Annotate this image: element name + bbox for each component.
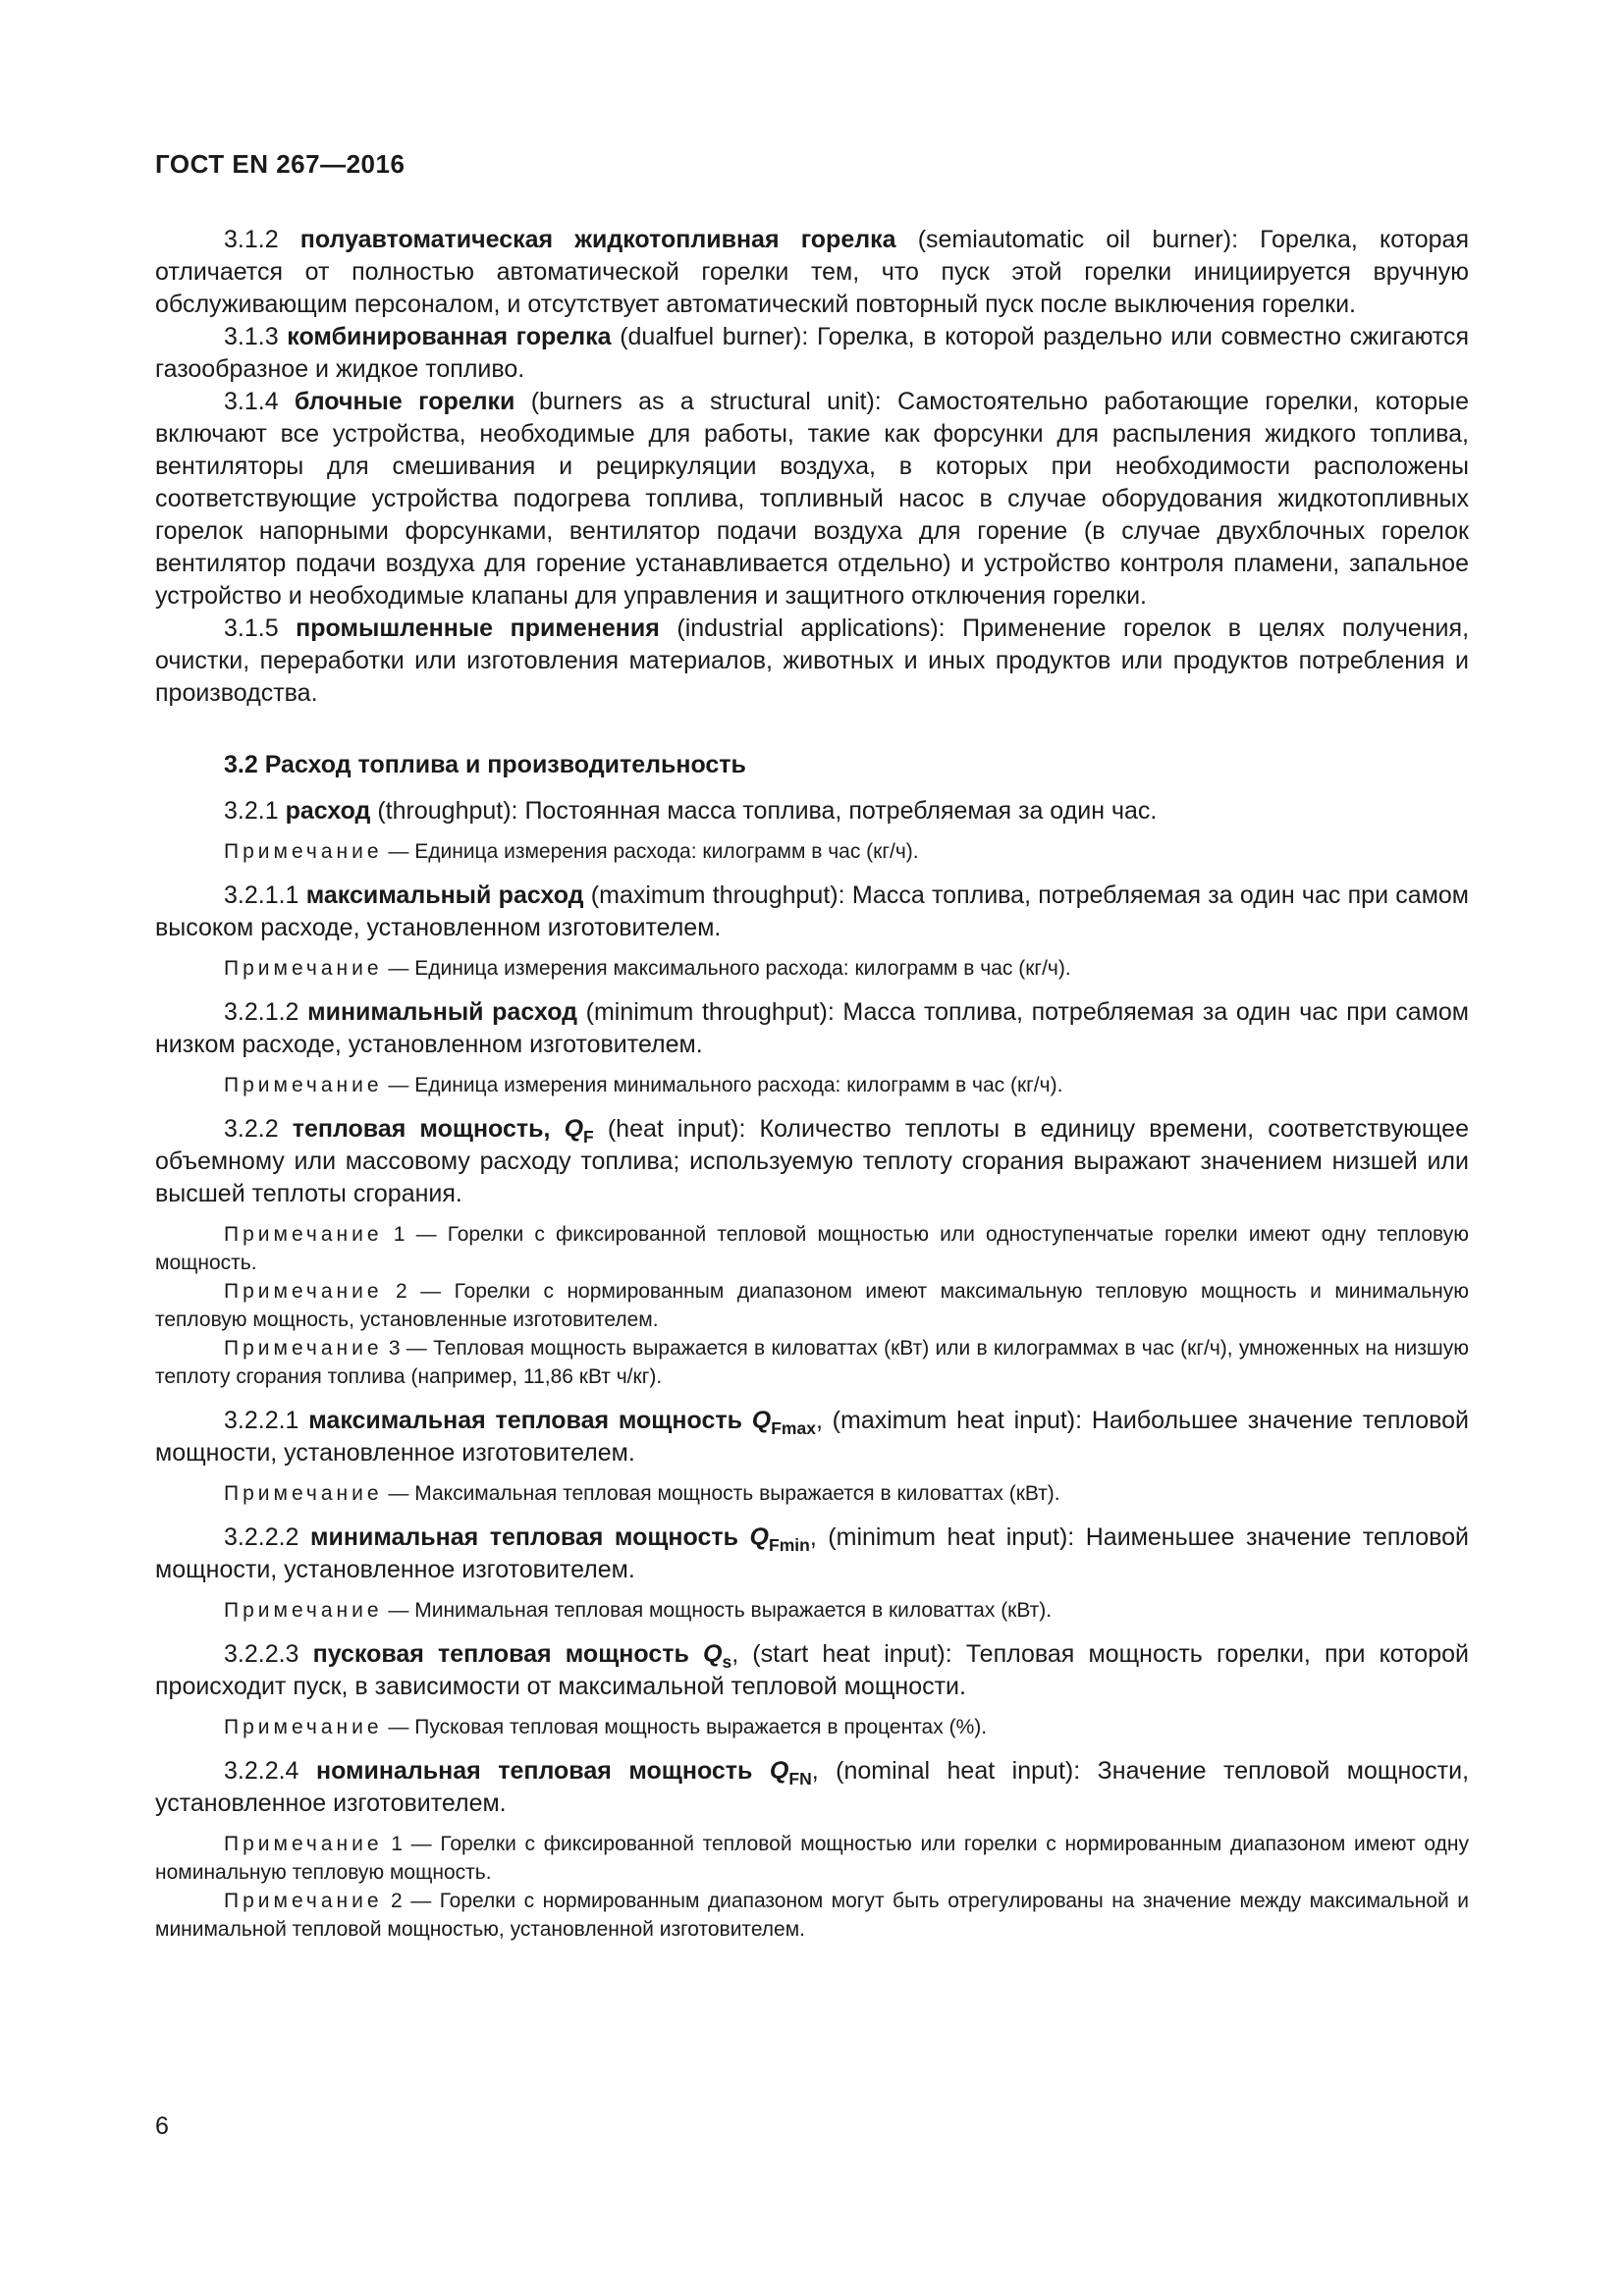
note-label: Примечание: [224, 1890, 383, 1912]
document-header: ГОСТ EN 267—2016: [155, 149, 406, 179]
note-text: — Максимальная тепловая мощность выражается в киловаттах (кВт).: [388, 1482, 1060, 1505]
note-text: — Единица измерения максимального расхода: килограмм в час (кг/ч).: [388, 957, 1071, 980]
clause-number: 3.2.2.2: [224, 1523, 299, 1551]
clause-term: максимальный расход: [305, 881, 584, 909]
clause-term: минимальная тепловая мощность: [310, 1523, 738, 1551]
note-text: 3 — Тепловая мощность выражается в киловаттах (кВт) или в килограммах в час (кг/ч), умноженных на низшую теплоту сгорания топлива (например, 11,86 кВт ч/кг).: [155, 1337, 1469, 1388]
clause-3-2-2-2: [155, 1522, 1469, 1586]
section-heading-3-2: 3.2 Расход топлива и производительность: [224, 751, 746, 778]
clause-3-1-3: [155, 321, 1469, 386]
clause-term: номинальная тепловая мощность: [315, 1757, 753, 1785]
note-label: Примечание: [224, 1599, 383, 1622]
clause-number: 3.2.1.1: [224, 881, 299, 909]
clause-3-1-5: [155, 613, 1469, 710]
note-label: Примечание: [224, 957, 383, 980]
note-label: Примечание: [224, 1716, 383, 1738]
symbol: Q: [703, 1640, 723, 1668]
note-3: [155, 1334, 1469, 1391]
clause-term: минимальный расход: [307, 998, 578, 1026]
note-label: Примечание: [224, 1482, 383, 1505]
note: [155, 1596, 1469, 1625]
clause-text: (minimum throughput): Масса топлива, потребляемая за один час при самом низком расходе, установленном изготовителем.: [155, 998, 1469, 1058]
symbol: Q: [749, 1523, 769, 1551]
clause-term: расход: [285, 797, 371, 825]
clause-text: (maximum throughput): Масса топлива, потребляемая за один час при самом высоком расходе, установленном изготовителем.: [155, 881, 1469, 941]
symbol-subscript: Fmin: [769, 1535, 810, 1555]
symbol: Q: [751, 1407, 772, 1434]
note-text: — Единица измерения минимального расхода: килограмм в час (кг/ч).: [388, 1074, 1063, 1096]
note: [155, 1713, 1469, 1741]
clause-3-2-1-1: [155, 880, 1469, 944]
note-1: [155, 1830, 1469, 1887]
clause-number: 3.1.5: [224, 614, 279, 642]
clause-term: комбинированная горелка: [287, 323, 612, 350]
clause-3-2-1-2: [155, 996, 1469, 1061]
clause-text: (heat input): Количество теплоты в единицу времени, соответствующее объемному или массовому расходу топлива; используемую теплоту сгорания выражают значением низшей или высшей теплоты сгорания.: [155, 1115, 1469, 1207]
note-text: — Единица измерения расхода: килограмм в час (кг/ч).: [388, 840, 919, 863]
clause-3-2-2-3: [155, 1638, 1469, 1703]
note-text: 2 — Горелки с нормированным диапазоном имеют максимальную тепловую мощность и минимальную тепловую мощность, установленные изготовителем.: [155, 1280, 1469, 1331]
clause-number: 3.1.2: [224, 226, 279, 253]
clause-text: (dualfuel burner): Горелка, в которой раздельно или совместно сжигаются газообразное и жидкое топливо.: [155, 323, 1470, 383]
clause-term: полуавтоматическая жидкотопливная горелка: [299, 226, 896, 253]
clause-number: 3.2.2: [224, 1115, 279, 1143]
clause-number: 3.2.2.3: [224, 1640, 299, 1668]
symbol: Q: [564, 1115, 584, 1143]
clause-text: (industrial applications): Применение горелок в целях получения, очистки, переработки или изготовления материалов, животных и иных продуктов или продуктов потребления и производства.: [155, 614, 1470, 707]
clause-term: тепловая мощность,: [292, 1115, 551, 1143]
note-2: [155, 1887, 1469, 1944]
clause-text: (semiautomatic oil burner): Горелка, которая отличается от полностью автоматической горелки тем, что пуск этой горелки инициируется вручную обслуживающим персоналом, и отсутствует автоматический повторный пуск после выключения горелки.: [155, 226, 1469, 318]
symbol-subscript: Fmax: [771, 1418, 816, 1438]
clause-text: (burners as a structural unit): Самостоятельно работающие горелки, которые включают все устройства, необходимые для работы, такие как форсунки для распыления жидкого топлива, вентиляторы для смешивания и рециркуляции воздуха, в которых при необходимости расположены соответствующие устройства подогрева топлива, топливный насос в случае оборудования жидкотопливных горелок напорными форсунками, вентилятор подачи воздуха для горение (в случае двухблочных горелок вентилятор подачи воздуха для горение устанавливается отдельно) и устройство контроля пламени, запальное устройство и необходимые клапаны для управления и защитного отключения горелки.: [155, 388, 1469, 610]
note-1: [155, 1220, 1469, 1277]
clause-3-2-1: [155, 795, 1469, 828]
note: [155, 837, 1469, 866]
clause-text: (throughput): Постоянная масса топлива, потребляемая за один час.: [377, 797, 1158, 825]
note-text: 2 — Горелки с нормированным диапазоном могут быть отрегулированы на значение между максимальной и минимальной тепловой мощностью, установленной изготовителем.: [155, 1890, 1469, 1941]
note-label: Примечание: [224, 1223, 383, 1246]
clause-text: , (maximum heat input): Наибольшее значение тепловой мощности, установленное изготовителем.: [155, 1407, 1469, 1467]
note-2: [155, 1277, 1469, 1334]
clause-term: пусковая тепловая мощность: [312, 1640, 689, 1668]
clause-number: 3.2.2.1: [224, 1407, 299, 1434]
clause-3-2-2: [155, 1113, 1469, 1210]
clause-3-1-2: [155, 224, 1469, 321]
clause-3-2-2-1: [155, 1405, 1469, 1469]
note-text: 1 — Горелки с фиксированной тепловой мощностью или одноступенчатые горелки имеют одну тепловую мощность.: [155, 1223, 1469, 1274]
document-body: [155, 224, 1469, 1944]
note-label: Примечание: [224, 840, 383, 863]
clause-text: , (nominal heat input): Значение тепловой мощности, установленное изготовителем.: [155, 1757, 1470, 1817]
symbol-subscript: s: [722, 1652, 732, 1672]
clause-term: промышленные применения: [296, 614, 660, 642]
note: [155, 1071, 1469, 1099]
clause-3-2-2-4: [155, 1755, 1469, 1820]
note-text: — Минимальная тепловая мощность выражается в киловаттах (кВт).: [388, 1599, 1053, 1622]
clause-number: 3.1.3: [224, 323, 279, 350]
symbol-subscript: F: [583, 1127, 594, 1147]
note-label: Примечание: [224, 1074, 383, 1096]
note-label: Примечание: [224, 1833, 383, 1855]
clause-text: , (minimum heat input): Наименьшее значение тепловой мощности, установленное изготовителем.: [155, 1523, 1470, 1583]
clause-number: 3.2.2.4: [224, 1757, 299, 1785]
clause-number: 3.1.4: [224, 388, 279, 415]
note-label: Примечание: [224, 1280, 383, 1303]
note: [155, 1479, 1469, 1508]
note: [155, 954, 1469, 983]
note-text: 1 — Горелки с фиксированной тепловой мощностью или горелки с нормированным диапазоном имеют одну номинальную тепловую мощность.: [155, 1833, 1469, 1884]
clause-term: максимальная тепловая мощность: [308, 1407, 742, 1434]
clause-text: , (start heat input): Тепловая мощность горелки, при которой происходит пуск, в зависимости от максимальной тепловой мощности.: [155, 1640, 1469, 1700]
clause-number: 3.2.1: [224, 797, 279, 825]
clause-number: 3.2.1.2: [224, 998, 299, 1026]
symbol: Q: [769, 1757, 789, 1785]
note-label: Примечание: [224, 1337, 383, 1360]
note-text: — Пусковая тепловая мощность выражается в процентах (%).: [388, 1716, 988, 1738]
symbol-subscript: FN: [788, 1769, 812, 1789]
page-number: 6: [155, 2112, 169, 2140]
clause-term: блочные горелки: [294, 388, 515, 415]
clause-3-1-4: [155, 386, 1469, 613]
